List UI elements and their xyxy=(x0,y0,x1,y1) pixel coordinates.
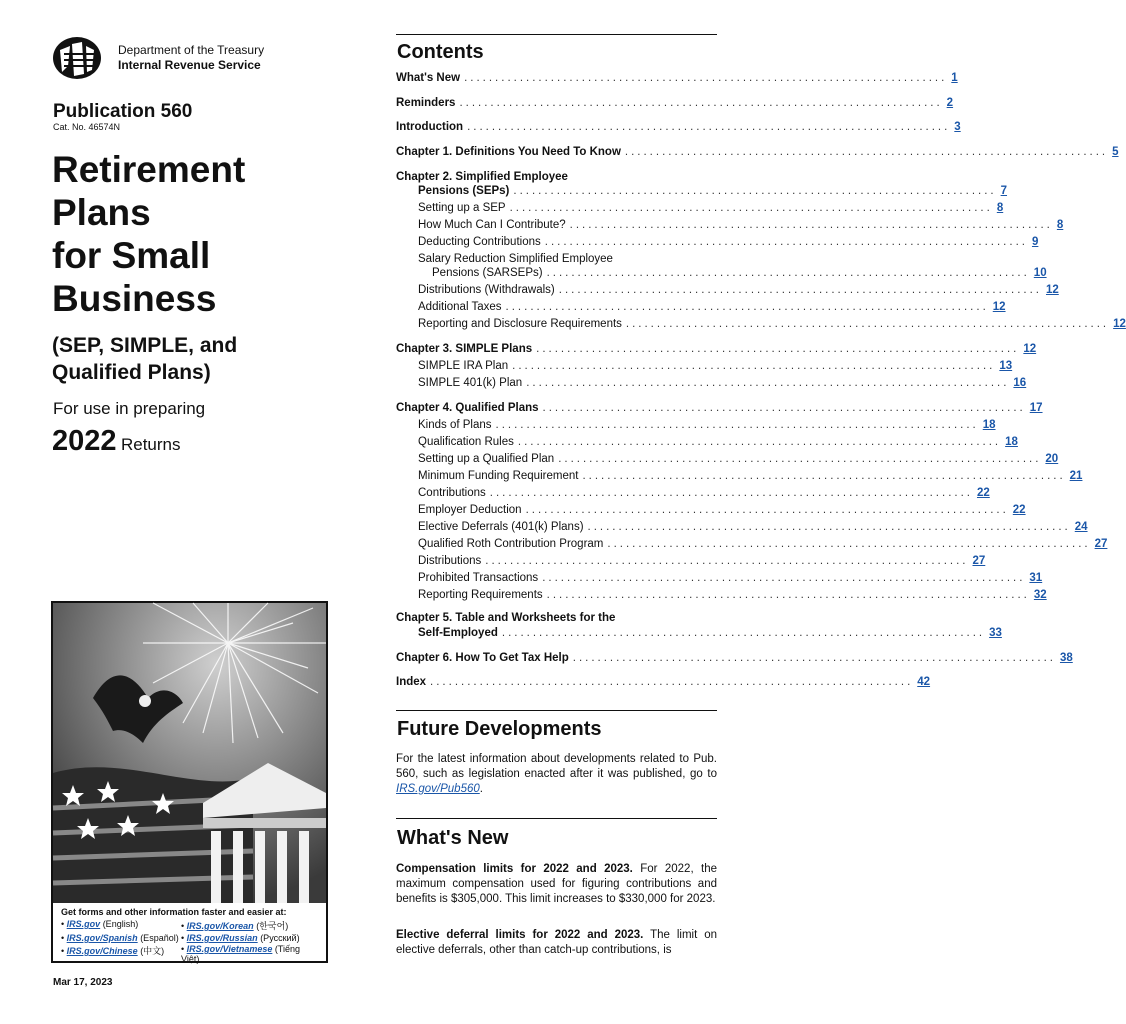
toc-entry[interactable] xyxy=(418,521,1088,537)
language-note: (English) xyxy=(102,919,139,929)
language-link-item: • IRS.gov/Chinese (中文) xyxy=(61,946,165,956)
toc-page-link[interactable]: 2 xyxy=(946,97,954,109)
toc-page-link[interactable]: 9 xyxy=(1031,236,1039,248)
fireworks-eagle-flag-image xyxy=(53,603,326,903)
future-text-end: . xyxy=(479,783,483,795)
toc-entry[interactable] xyxy=(418,377,1027,393)
toc-page-link[interactable]: 17 xyxy=(1029,402,1043,414)
toc-entry[interactable] xyxy=(418,185,1008,201)
toc-entry[interactable] xyxy=(418,504,1026,520)
toc-entry-title: Distributions (Withdrawals) xyxy=(418,284,559,296)
irs-name: Internal Revenue Service xyxy=(118,58,261,72)
toc-entry[interactable] xyxy=(396,146,1119,162)
toc-entry[interactable] xyxy=(418,589,1047,605)
toc-page-link[interactable]: 22 xyxy=(1012,504,1026,516)
paragraph-text: For 2022, the maximum compensation used for figuring contributions and benefits is $305,000. This limit increases to $330,000 for 2023. xyxy=(396,863,717,905)
toc-entry[interactable] xyxy=(418,419,996,435)
leader-dots: .............................................................................. xyxy=(536,343,1020,355)
toc-entry-title: Setting up a Qualified Plan xyxy=(418,453,558,465)
toc-page-link[interactable]: 20 xyxy=(1045,453,1059,465)
catalog-number: Cat. No. 46574N xyxy=(53,122,121,132)
toc-entry[interactable] xyxy=(418,470,1083,486)
leader-dots: .............................................................................. xyxy=(509,202,993,214)
future-developments-text xyxy=(396,752,717,797)
cover-illustration xyxy=(51,601,328,963)
toc-entry-title: Chapter 4. Qualified Plans xyxy=(396,402,543,414)
toc-entry[interactable] xyxy=(418,538,1108,554)
toc-entry-title: Kinds of Plans xyxy=(418,419,496,431)
toc-entry-title: Elective Deferrals (401(k) Plans) xyxy=(418,521,588,533)
toc-page-link[interactable]: 32 xyxy=(1033,589,1047,601)
toc-entry[interactable] xyxy=(418,236,1039,252)
toc-entry[interactable] xyxy=(418,555,986,571)
toc-subheading: Salary Reduction Simplified Employee xyxy=(418,253,613,265)
divider xyxy=(396,710,717,711)
leader-dots: .............................................................................. xyxy=(489,487,973,499)
toc-page-link[interactable]: 3 xyxy=(954,121,961,133)
toc-entry[interactable] xyxy=(418,202,1004,218)
toc-page-link[interactable]: 27 xyxy=(972,555,986,567)
toc-page-link[interactable]: 12 xyxy=(1023,343,1037,355)
divider xyxy=(396,34,717,35)
toc-page-link[interactable]: 12 xyxy=(992,301,1006,313)
divider xyxy=(396,818,717,819)
toc-entry-title: Index xyxy=(396,676,430,688)
irs-korean-link[interactable]: IRS.gov/Korean xyxy=(186,921,254,931)
contents-heading: Contents xyxy=(397,41,484,63)
toc-entry-title: Employer Deduction xyxy=(418,504,526,516)
toc-entry-title: Pensions (SARSEPs) xyxy=(432,267,547,279)
title-line: for Small xyxy=(52,235,211,276)
toc-entry-title: Deducting Contributions xyxy=(418,236,545,248)
title-line: Business xyxy=(52,278,217,319)
toc-page-link[interactable]: 27 xyxy=(1094,538,1108,550)
agency-block xyxy=(118,43,264,73)
leader-dots: .............................................................................. xyxy=(430,676,914,688)
toc-page-link[interactable]: 8 xyxy=(996,202,1004,214)
toc-entry[interactable] xyxy=(418,284,1059,300)
toc-entry[interactable] xyxy=(396,121,961,137)
toc-page-link[interactable]: 22 xyxy=(976,487,990,499)
toc-page-link[interactable]: 24 xyxy=(1074,521,1088,533)
toc-page-link[interactable]: 18 xyxy=(982,419,996,431)
language-link-item: • IRS.gov/Korean (한국어) xyxy=(181,921,289,931)
toc-page-link[interactable]: 31 xyxy=(1029,572,1043,584)
toc-chapter-heading: Chapter 2. Simplified Employee xyxy=(396,171,568,183)
toc-page-link[interactable]: 8 xyxy=(1056,219,1064,231)
leader-dots: .............................................................................. xyxy=(569,219,1053,231)
department-name: Department of the Treasury xyxy=(118,43,265,57)
irs-gov-link[interactable]: IRS.gov xyxy=(66,919,101,929)
subtitle-line: (SEP, SIMPLE, and xyxy=(52,334,238,357)
toc-entry[interactable] xyxy=(418,453,1059,469)
language-note: (中文) xyxy=(140,946,165,956)
toc-entry-title: Distributions xyxy=(418,555,485,567)
toc-entry[interactable] xyxy=(396,72,958,88)
title-line: Retirement xyxy=(52,149,246,190)
returns-label: Returns xyxy=(120,435,181,454)
leader-dots: .............................................................................. xyxy=(558,284,1042,296)
toc-page-link[interactable]: 13 xyxy=(999,360,1013,372)
language-note: (Русский) xyxy=(260,933,300,943)
toc-entry-title: Pensions (SEPs) xyxy=(418,185,513,197)
toc-entry-title: Qualified Roth Contribution Program xyxy=(418,538,607,550)
get-forms-box xyxy=(53,903,326,964)
leader-dots: .............................................................................. xyxy=(546,267,1030,279)
toc-entry[interactable] xyxy=(396,402,1043,418)
document-title xyxy=(52,148,352,320)
toc-entry[interactable] xyxy=(418,318,1126,334)
toc-entry[interactable] xyxy=(418,487,990,503)
future-text: For the latest information about developments related to Pub. 560, such as legislation enacted after it was published, go to xyxy=(396,753,717,780)
paragraph-lead: Elective deferral limits for 2022 and 2023. xyxy=(396,929,644,941)
leader-dots: .............................................................................. xyxy=(582,470,1066,482)
toc-entry-title: Setting up a SEP xyxy=(418,202,510,214)
toc-entry[interactable] xyxy=(432,267,1047,283)
leader-dots: .............................................................................. xyxy=(467,121,951,133)
toc-entry-title: Reminders xyxy=(396,97,459,109)
language-link-item: • IRS.gov (English) xyxy=(61,919,139,929)
leader-dots: .............................................................................. xyxy=(607,538,1091,550)
leader-dots: .............................................................................. xyxy=(558,453,1042,465)
leader-dots: .............................................................................. xyxy=(513,185,997,197)
language-link-item: • IRS.gov/Vietnamese (Tiếng Việt) xyxy=(181,944,301,964)
leader-dots: .............................................................................. xyxy=(464,72,948,84)
leader-dots: .............................................................................. xyxy=(624,146,1109,158)
leader-dots: .............................................................................. xyxy=(526,377,1010,389)
toc-entry[interactable] xyxy=(396,343,1037,359)
leader-dots: .............................................................................. xyxy=(542,572,1026,584)
language-link-item: • IRS.gov/Spanish (Español) xyxy=(61,933,179,943)
toc-entry-title: Minimum Funding Requirement xyxy=(418,470,582,482)
use-for-text: For use in preparing xyxy=(53,399,206,418)
document-subtitle xyxy=(52,332,352,386)
year-number: 2022 xyxy=(52,425,117,457)
toc-entry-title: Reporting Requirements xyxy=(418,589,547,601)
leader-dots: .............................................................................. xyxy=(544,236,1028,248)
subtitle-line: Qualified Plans) xyxy=(52,361,211,384)
toc-page-link[interactable]: 16 xyxy=(1013,377,1027,389)
leader-dots: .............................................................................. xyxy=(501,627,986,639)
toc-page-link[interactable]: 42 xyxy=(917,676,931,688)
irs-russian-link[interactable]: IRS.gov/Russian xyxy=(186,933,258,943)
toc-entry[interactable] xyxy=(418,436,1018,452)
toc-page-link[interactable]: 21 xyxy=(1069,470,1083,482)
toc-page-link[interactable]: 18 xyxy=(1005,436,1018,448)
toc-entry-title: Self-Employed xyxy=(418,627,502,639)
leader-dots: .............................................................................. xyxy=(517,436,1002,448)
toc-entry[interactable] xyxy=(418,301,1006,317)
leader-dots: .............................................................................. xyxy=(505,301,989,313)
toc-entry-title: SIMPLE 401(k) Plan xyxy=(418,377,526,389)
toc-entry-title: Additional Taxes xyxy=(418,301,506,313)
toc-page-link[interactable]: 33 xyxy=(989,627,1002,639)
tax-year xyxy=(52,425,181,458)
toc-entry-title: Prohibited Transactions xyxy=(418,572,542,584)
future-developments-heading: Future Developments xyxy=(397,718,602,740)
leader-dots: .............................................................................. xyxy=(625,318,1110,330)
toc-entry[interactable] xyxy=(396,652,1073,668)
toc-entry[interactable] xyxy=(418,219,1064,235)
whats-new-heading: What's New xyxy=(397,827,509,849)
irs-vietnamese-link[interactable]: IRS.gov/Vietnamese xyxy=(186,944,273,954)
toc-page-link[interactable]: 10 xyxy=(1033,267,1047,279)
leader-dots: .............................................................................. xyxy=(485,555,969,567)
toc-page-link[interactable]: 12 xyxy=(1113,318,1126,330)
paragraph-text: The limit on elective deferrals, other than catch-up contributions, is xyxy=(396,929,717,956)
irs-eagle-logo-icon xyxy=(52,36,102,80)
toc-entry-title: What's New xyxy=(396,72,464,84)
leader-dots: .............................................................................. xyxy=(495,419,979,431)
toc-page-link[interactable]: 1 xyxy=(951,72,958,84)
revision-date: Mar 17, 2023 xyxy=(53,977,113,988)
whats-new-paragraph xyxy=(396,928,717,958)
get-forms-heading: Get forms and other information faster and easier at: xyxy=(61,907,287,917)
toc-entry-title: SIMPLE IRA Plan xyxy=(418,360,512,372)
language-note: (Español) xyxy=(140,933,179,943)
toc-entry-title: Chapter 1. Definitions You Need To Know xyxy=(396,146,625,158)
language-note: (한국어) xyxy=(256,921,289,931)
toc-entry[interactable] xyxy=(418,360,1013,376)
irs-spanish-link[interactable]: IRS.gov/Spanish xyxy=(66,933,138,943)
toc-entry-title: Contributions xyxy=(418,487,490,499)
title-line: Plans xyxy=(52,192,151,233)
toc-chapter-heading: Chapter 5. Table and Worksheets for the xyxy=(396,612,616,624)
toc-page-link[interactable]: 5 xyxy=(1112,146,1119,158)
toc-entry[interactable] xyxy=(418,627,1002,643)
toc-entry-title: Introduction xyxy=(396,121,467,133)
leader-dots: .............................................................................. xyxy=(572,652,1056,664)
leader-dots: .............................................................................. xyxy=(546,589,1030,601)
toc-entry-title: Chapter 6. How To Get Tax Help xyxy=(396,652,573,664)
toc-entry-title: How Much Can I Contribute? xyxy=(418,219,570,231)
leader-dots: .............................................................................. xyxy=(459,97,943,109)
leader-dots: .............................................................................. xyxy=(525,504,1009,516)
publication-number: Publication 560 xyxy=(53,101,193,122)
paragraph-lead: Compensation limits for 2022 and 2023. xyxy=(396,863,633,875)
toc-page-link[interactable]: 38 xyxy=(1059,652,1073,664)
toc-entry-title: Qualification Rules xyxy=(418,436,518,448)
toc-entry[interactable] xyxy=(396,676,931,692)
toc-page-link[interactable]: 12 xyxy=(1045,284,1059,296)
whats-new-paragraph xyxy=(396,862,717,907)
leader-dots: .............................................................................. xyxy=(542,402,1026,414)
irs-chinese-link[interactable]: IRS.gov/Chinese xyxy=(66,946,138,956)
toc-entry[interactable] xyxy=(418,572,1043,588)
leader-dots: .............................................................................. xyxy=(587,521,1071,533)
language-note: (Tiếng Việt) xyxy=(181,944,301,964)
toc-entry[interactable] xyxy=(396,97,954,113)
toc-page-link[interactable]: 7 xyxy=(1000,185,1008,197)
pub560-link[interactable]: IRS.gov/Pub560 xyxy=(396,783,480,795)
leader-dots: .............................................................................. xyxy=(512,360,996,372)
language-link-item: • IRS.gov/Russian (Русский) xyxy=(181,933,300,943)
toc-entry-title: Reporting and Disclosure Requirements xyxy=(418,318,626,330)
toc-entry-title: Chapter 3. SIMPLE Plans xyxy=(396,343,536,355)
